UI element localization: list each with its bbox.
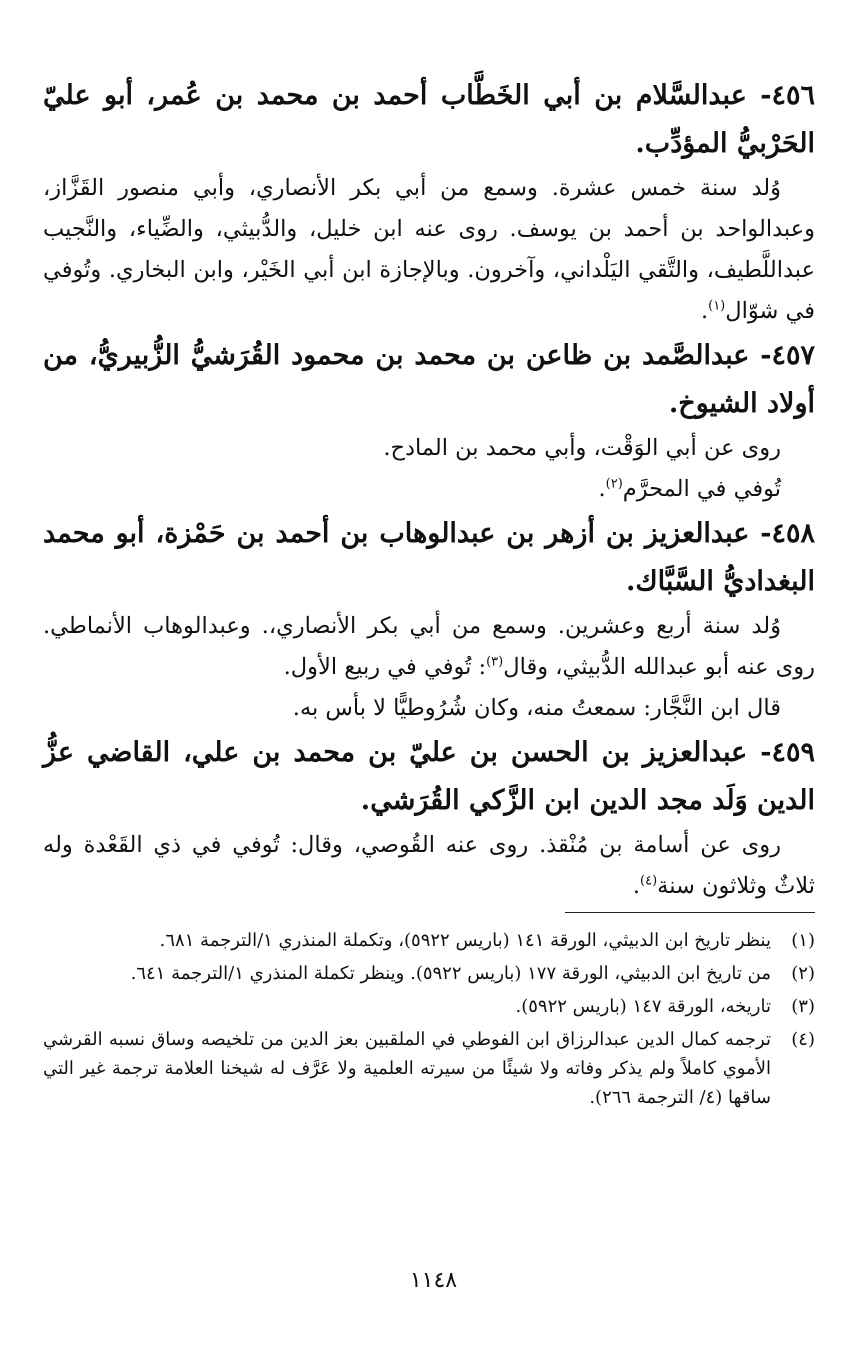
main-text <box>43 72 815 907</box>
paragraph-text: قال ابن النَّجَّار: سمعتُ منه، وكان شُرُوطيًّا لا بأس به. <box>292 695 781 721</box>
entry-paragraph <box>43 469 815 510</box>
footnote-text: تاريخه، الورقة ١٤٧ (باريس ٥٩٢٢). <box>515 996 771 1017</box>
footnote-number: (٣) <box>791 996 815 1017</box>
footnote-2 <box>43 959 815 988</box>
footnote-ref: (١) <box>708 298 726 314</box>
paragraph-text: وُلد سنة أربع وعشرين. وسمع من أبي بكر الأنصاري،. وعبدالوهاب الأنماطي. روى عنه أبو عبدالله الدُّبيثي، وقال <box>43 613 815 680</box>
entry-heading: ٤٥٩- عبدالعزيز بن الحسن بن عليّ بن محمد بن علي، القاضي عزُّ الدين وَلَد مجد الدين ابن الزَّكي القُرَشي. <box>43 737 815 816</box>
paragraph-tail: . <box>598 476 606 502</box>
footnote-number: (٤) <box>791 1029 815 1050</box>
footnote-4 <box>43 1025 815 1112</box>
entry-458 <box>43 510 815 729</box>
entry-459 <box>43 729 815 907</box>
entry-heading: ٤٥٦- عبدالسَّلام بن أبي الخَطَّاب أحمد بن محمد بن عُمر، أبو عليّ الحَرْبيُّ المؤدِّب. <box>43 80 815 159</box>
entry-paragraph <box>43 825 815 907</box>
paragraph-text: وُلد سنة خمس عشرة. وسمع من أبي بكر الأنصاري، وأبي منصور القَزَّاز، وعبدالواحد بن أحمد بن يوسف. روى عنه ابن خليل، والدُّبيثي، والضِّياء، والنَّجيب عبداللَّطيف، والتَّقي اليَلْداني، وآخرون. وبالإجازة ابن أبي الخَيْر، وابن البخاري. وتُوفي في شوّال <box>43 175 815 324</box>
entry-paragraph <box>43 168 815 332</box>
entry-paragraph <box>43 428 815 469</box>
footnote-ref: (٤) <box>640 873 658 889</box>
paragraph-text: تُوفي في المحرَّم <box>622 476 781 502</box>
footnotes <box>43 926 815 1116</box>
entry-heading: ٤٥٧- عبدالصَّمد بن ظاعن بن محمد بن محمود القُرَشيُّ الزُّبيريُّ، من أولاد الشيوخ. <box>43 340 815 419</box>
paragraph-tail: . <box>632 873 641 899</box>
footnote-text: من تاريخ ابن الدبيثي، الورقة ١٧٧ (باريس ٥٩٢٢). وينظر تكملة المنذري ١/الترجمة ٦٤١. <box>130 963 771 984</box>
footnote-separator <box>565 912 815 913</box>
entry-456 <box>43 72 815 332</box>
footnote-text: ترجمه كمال الدين عبدالرزاق ابن الفوطي في الملقبين بعز الدين من تلخيصه وساق نسبه القرشي الأموي كاملاً ولم يذكر وفاته ولا شيئًا من سيرته العلمية ولا عَرَّف له شيخنا العلامة ترجمة غير التي ساقها (٤/ الترجمة ٢٦٦). <box>43 1029 771 1108</box>
footnote-number: (٢) <box>791 963 815 984</box>
page-number: ١١٤٨ <box>409 1268 458 1293</box>
entry-heading: ٤٥٨- عبدالعزيز بن أزهر بن عبدالوهاب بن أحمد بن حَمْزة، أبو محمد البغداديُّ السَّبَّاك. <box>43 518 816 597</box>
entry-paragraph <box>43 688 815 729</box>
footnote-ref: (٢) <box>605 476 623 492</box>
entry-paragraph <box>43 606 815 688</box>
paragraph-tail: : تُوفي في ربيع الأول. <box>283 654 487 680</box>
footnote-number: (١) <box>791 930 815 951</box>
footnote-1 <box>43 926 815 955</box>
footnote-text: ينظر تاريخ ابن الدبيثي، الورقة ١٤١ (باريس ٥٩٢٢)، وتكملة المنذري ١/الترجمة ٦٨١. <box>159 930 771 951</box>
entry-457 <box>43 332 815 510</box>
footnote-ref: (٣) <box>486 654 504 670</box>
paragraph-text: روى عن أسامة بن مُنْقذ. روى عنه القُوصي، وقال: تُوفي في ذي القَعْدة وله ثلاثٌ وثلاثون سنة <box>43 832 815 899</box>
footnote-3 <box>43 992 815 1021</box>
paragraph-tail: . <box>700 298 709 324</box>
paragraph-text: روى عن أبي الوَقْت، وأبي محمد بن المادح. <box>383 435 781 461</box>
